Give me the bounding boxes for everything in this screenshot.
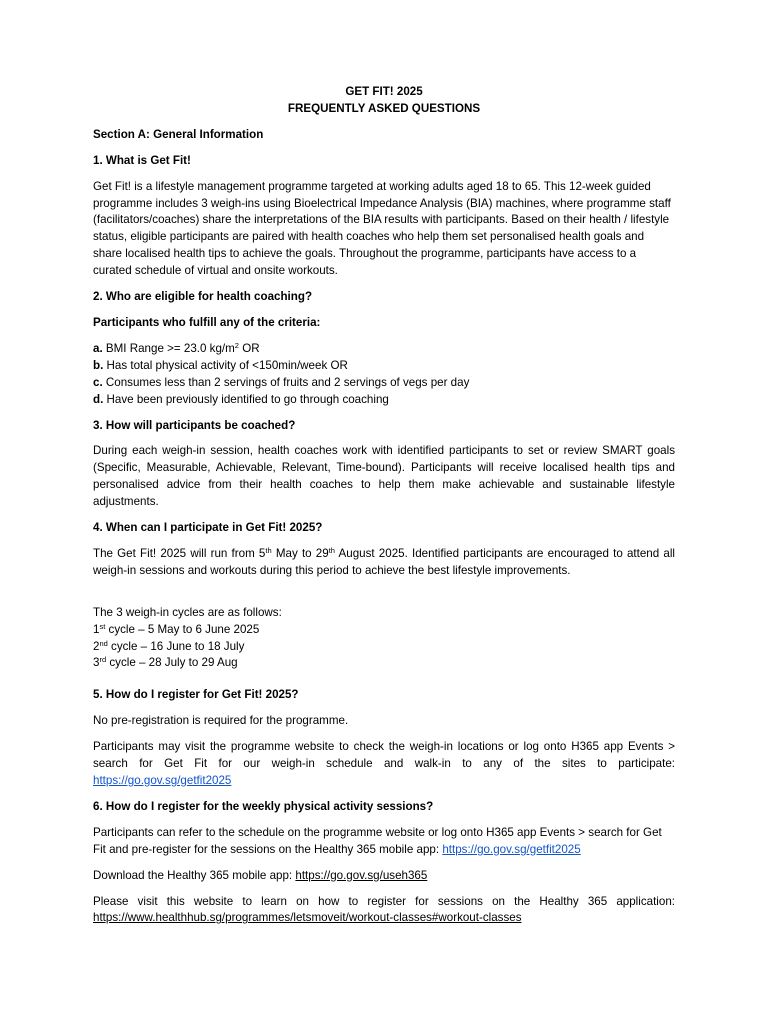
criteria-list: [93, 341, 675, 409]
spacer: [93, 589, 675, 605]
question-3-heading: 3. How will participants be coached?: [93, 418, 296, 432]
question-3-answer: During each weigh-in session, health coaches work with identified participants to set or review SMART goals (Specific, Measurable, Achievable, Relevant, Time-bound). Participants will receive localised health tips and personalised advice from their health coaches to help them make achievable and sustainable lifestyle adjustments.: [93, 444, 675, 509]
document-title: GET FIT! 2025: [345, 85, 423, 98]
question-6-answer-3: Please visit this website to learn on how to register for sessions on the Healthy 365 application: https://www.healthhub.sg/programmes/letsmoveit/workout-classes#workout-classes: [93, 894, 675, 925]
question-6-answer-1: Participants can refer to the schedule on the programme website or log onto H365 app Events > search for Get Fit and pre-register for the sessions on the Healthy 365 mobile app: https://go.gov.sg/getfit2025: [93, 825, 662, 856]
section-heading: Section A: General Information: [93, 127, 264, 141]
question-1-answer: Get Fit! is a lifestyle management programme targeted at working adults aged 18 to 65. This 12-week guided programme includes 3 weigh-ins using Bioelectrical Impedance Analysis (BIA) machines, where programme staff (facilitators/coaches) share the interpretations of the BIA results with participants. Based on their health / lifestyle status, eligible participants are paired with health coaches who help them set personalised health goals and share localised health tips to achieve the goals. Throughout the programme, participants have access to a curated schedule of virtual and onsite workouts.: [93, 179, 671, 278]
question-4-heading: 4. When can I participate in Get Fit! 2025?: [93, 521, 323, 535]
getfit-link[interactable]: https://go.gov.sg/getfit2025: [93, 774, 232, 787]
question-4-answer: The Get Fit! 2025 will run from 5th May to 29th August 2025. Identified participants are encouraged to attend all weigh-in sessions and workouts during this period to achieve the best lifestyle improvements.: [93, 545, 675, 577]
cycle-item: 2nd cycle – 16 June to 18 July: [93, 638, 245, 653]
question-2-subheading: Participants who fulfill any of the criteria:: [93, 315, 321, 329]
question-6-heading: 6. How do I register for the weekly physical activity sessions?: [93, 799, 434, 813]
question-5-answer-2: Participants may visit the programme website to check the weigh-in locations or log onto H365 app Events > search for Get Fit for our weigh-in schedule and walk-in to any of the sites to participate: https://go.gov.sg/getfit2025: [93, 740, 675, 787]
weigh-in-cycles: [93, 605, 675, 673]
question-5-answer-1: No pre-registration is required for the programme.: [93, 714, 349, 728]
criteria-item: d. Have been previously identified to go through coaching: [93, 392, 389, 406]
cycle-item: 3rd cycle – 28 July to 29 Aug: [93, 655, 238, 670]
question-1-heading: 1. What is Get Fit!: [93, 153, 191, 167]
question-5-heading: 5. How do I register for Get Fit! 2025?: [93, 688, 299, 702]
question-2-heading: 2. Who are eligible for health coaching?: [93, 290, 313, 304]
cycles-intro: The 3 weigh-in cycles are as follows:: [93, 605, 282, 619]
criteria-item: a. BMI Range >= 23.0 $kg/m^2$ OR: [93, 340, 260, 355]
question-6-answer-2: Download the Healthy 365 mobile app: https://go.gov.sg/useh365: [93, 868, 428, 882]
getfit-link-2[interactable]: https://go.gov.sg/getfit2025: [442, 842, 581, 856]
healthhub-link[interactable]: https://www.healthhub.sg/programmes/letsmoveit/workout-classes#workout-classes: [93, 911, 522, 925]
criteria-item: b. Has total physical activity of <150min/week OR: [93, 358, 348, 372]
criteria-item: c. Consumes less than 2 servings of fruits and 2 servings of vegs per day: [93, 375, 470, 389]
cycle-item: 1st cycle – 5 May to 6 June 2025: [93, 621, 260, 636]
useh365-link[interactable]: https://go.gov.sg/useh365: [295, 868, 428, 882]
document-subtitle: FREQUENTLY ASKED QUESTIONS: [287, 101, 481, 115]
